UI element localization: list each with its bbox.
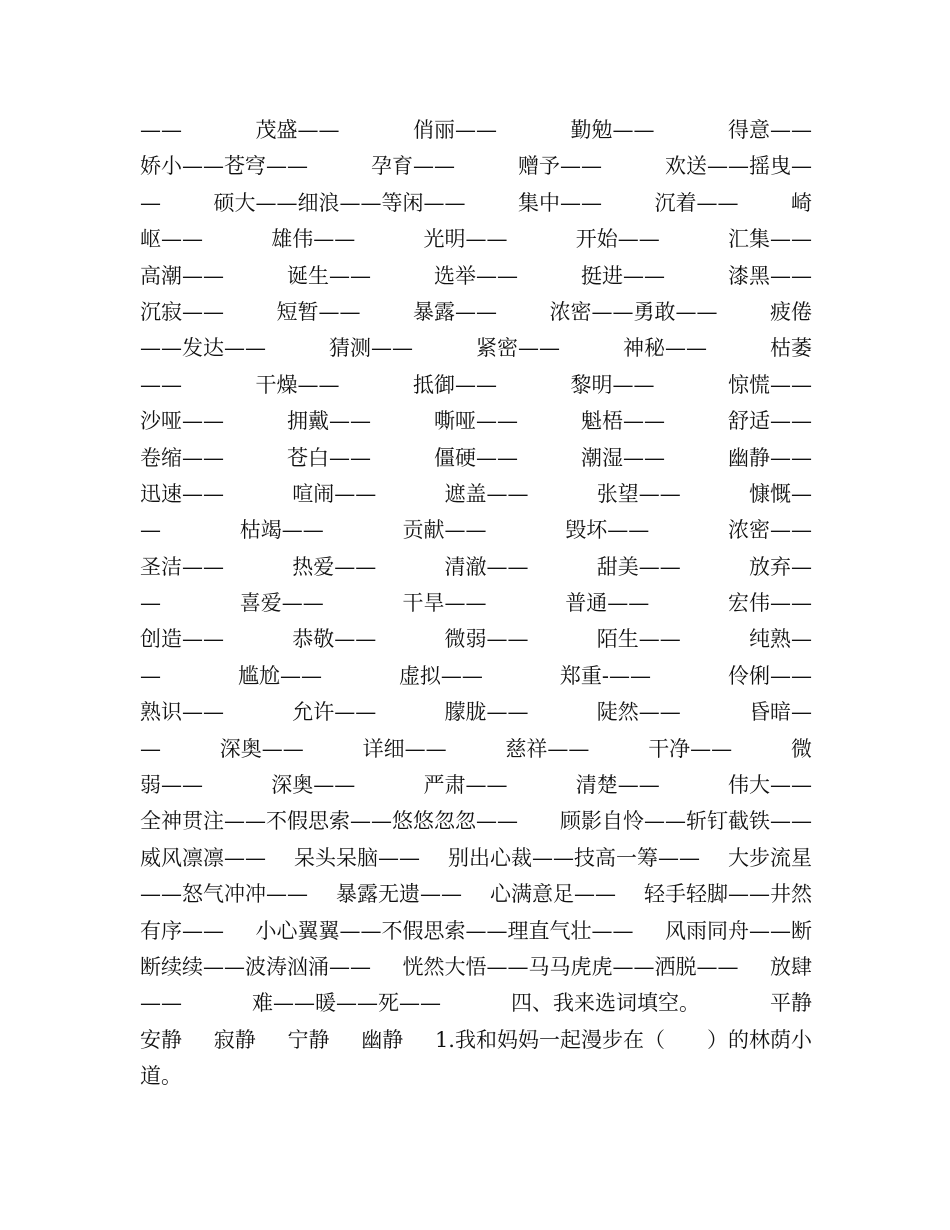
word-segment: 高潮—— bbox=[140, 263, 224, 288]
word-segment: 孕育—— bbox=[371, 154, 455, 179]
word-segment: 1.我和妈妈一起漫步在（ ）的林荫小 bbox=[434, 1027, 812, 1052]
text-line bbox=[140, 731, 812, 767]
word-segment: 苍白—— bbox=[287, 445, 371, 470]
word-segment: 微 bbox=[790, 736, 812, 761]
word-segment: 创造—— bbox=[140, 627, 224, 652]
text-line bbox=[140, 1058, 812, 1094]
word-segment: 陌生—— bbox=[596, 627, 681, 652]
word-segment: 顾影自怜——斩钉截铁—— bbox=[560, 809, 812, 834]
word-segment: — bbox=[140, 591, 161, 616]
word-segment: 允许—— bbox=[292, 700, 377, 725]
text-line bbox=[140, 913, 812, 949]
word-segment: 集中—— bbox=[518, 190, 602, 215]
word-segment: 断续续——波涛汹涌—— bbox=[140, 954, 371, 979]
text-line bbox=[140, 512, 812, 548]
text-line bbox=[140, 767, 812, 803]
word-segment: 暴露—— bbox=[413, 299, 497, 324]
word-segment: 宁静 bbox=[287, 1027, 330, 1052]
word-segment: 全神贯注——不假思索——悠悠忽忽—— bbox=[140, 809, 518, 834]
word-segment: 紧密—— bbox=[476, 336, 560, 361]
word-segment: 欢送——摇曳— bbox=[665, 154, 812, 179]
text-line bbox=[140, 294, 812, 330]
text-line bbox=[140, 658, 812, 694]
word-segment: 喧闹—— bbox=[292, 481, 377, 506]
word-segment: 放弃— bbox=[749, 554, 812, 579]
word-segment: 选举—— bbox=[434, 263, 518, 288]
text-line bbox=[140, 1022, 812, 1058]
word-segment: 伟大—— bbox=[728, 773, 812, 798]
word-segment: 昏暗— bbox=[749, 700, 812, 725]
text-line bbox=[140, 803, 812, 839]
text-line bbox=[140, 112, 812, 148]
word-segment: 遮盖—— bbox=[444, 481, 529, 506]
word-segment: 圣洁—— bbox=[140, 554, 224, 579]
word-segment: 四、我来选词填空。 bbox=[511, 991, 700, 1016]
word-segment: 硕大——细浪——等闲—— bbox=[213, 190, 466, 215]
word-segment: 郑重-—— bbox=[559, 663, 652, 688]
word-segment: 抵御—— bbox=[413, 372, 497, 397]
word-segment: 沉着—— bbox=[654, 190, 739, 215]
word-segment: 有序—— bbox=[140, 918, 224, 943]
word-segment: 崎 bbox=[791, 190, 812, 215]
word-segment: — bbox=[140, 190, 161, 215]
word-segment: 干旱—— bbox=[402, 591, 487, 616]
word-segment: 陡然—— bbox=[596, 700, 681, 725]
word-segment: 僵硬—— bbox=[434, 445, 518, 470]
word-segment: 惊慌—— bbox=[728, 372, 812, 397]
word-segment: 难——暖——死—— bbox=[252, 991, 441, 1016]
word-segment: 挺进—— bbox=[581, 263, 665, 288]
word-segment: 心满意足—— bbox=[490, 882, 616, 907]
word-segment: 小心翼翼——不假思索——理直气壮—— bbox=[255, 918, 634, 943]
word-segment: 风雨同舟——断 bbox=[665, 918, 812, 943]
word-segment: 贡献—— bbox=[402, 518, 487, 543]
word-segment: 恍然大悟——马马虎虎——洒脱—— bbox=[402, 954, 739, 979]
word-segment: 短暂—— bbox=[276, 299, 361, 324]
text-line bbox=[140, 367, 812, 403]
word-segment: 伶俐—— bbox=[727, 663, 812, 688]
word-segment: 张望—— bbox=[596, 481, 681, 506]
word-segment: 幽静—— bbox=[728, 445, 812, 470]
word-segment: 嘶哑—— bbox=[434, 409, 518, 434]
text-line bbox=[140, 840, 812, 876]
text-line bbox=[140, 585, 812, 621]
word-segment: 严肃—— bbox=[423, 773, 508, 798]
word-segment: 猜测—— bbox=[329, 336, 413, 361]
word-segment: 安静 bbox=[140, 1027, 182, 1052]
word-segment: 干净—— bbox=[648, 736, 733, 761]
word-segment: 俏丽—— bbox=[413, 118, 497, 142]
text-line bbox=[140, 440, 812, 476]
word-segment: 朦胧—— bbox=[444, 700, 529, 725]
text-line bbox=[140, 148, 812, 184]
word-segment: 普通—— bbox=[565, 591, 650, 616]
text-line bbox=[140, 549, 812, 585]
word-segment: 潮湿—— bbox=[581, 445, 665, 470]
word-segment: 别出心裁——技高一筹—— bbox=[448, 845, 700, 870]
word-segment: 呆头呆脑—— bbox=[294, 845, 420, 870]
body-text bbox=[140, 112, 812, 1095]
word-segment: 甜美—— bbox=[596, 554, 681, 579]
word-segment: 热爱—— bbox=[292, 554, 377, 579]
word-segment: 迅速—— bbox=[140, 481, 224, 506]
word-segment: — bbox=[140, 663, 161, 688]
word-segment: 干燥—— bbox=[255, 372, 340, 397]
word-segment: 汇集—— bbox=[728, 227, 812, 252]
word-segment: 放肆 bbox=[770, 954, 812, 979]
word-segment: 雄伟—— bbox=[271, 227, 356, 252]
word-segment: 轻手轻脚——井然 bbox=[644, 882, 812, 907]
word-segment: 枯萎 bbox=[770, 336, 812, 361]
word-segment: 得意—— bbox=[728, 118, 812, 142]
word-segment: 深奥—— bbox=[271, 773, 356, 798]
word-segment: 疲倦 bbox=[770, 299, 812, 324]
word-segment: 卷缩—— bbox=[140, 445, 224, 470]
text-line bbox=[140, 985, 812, 1021]
word-segment: 纯熟— bbox=[749, 627, 812, 652]
word-segment: — bbox=[140, 736, 161, 761]
text-line bbox=[140, 621, 812, 657]
word-segment: 恭敬—— bbox=[292, 627, 377, 652]
word-segment: 浓密——勇敢—— bbox=[549, 299, 718, 324]
word-segment: ——发达—— bbox=[140, 336, 266, 361]
text-line bbox=[140, 949, 812, 985]
word-segment: 深奥—— bbox=[219, 736, 304, 761]
word-segment: 宏伟—— bbox=[728, 591, 812, 616]
word-segment: 详细—— bbox=[362, 736, 447, 761]
word-segment: 赠予—— bbox=[518, 154, 602, 179]
word-segment: 娇小——苍穹—— bbox=[140, 154, 308, 179]
text-line bbox=[140, 694, 812, 730]
text-line bbox=[140, 876, 812, 912]
word-segment: 魁梧—— bbox=[581, 409, 665, 434]
word-segment: 神秘—— bbox=[623, 336, 707, 361]
word-segment: 幽静 bbox=[361, 1027, 404, 1052]
word-segment: 开始—— bbox=[575, 227, 660, 252]
word-segment: 暴露无遗—— bbox=[336, 882, 462, 907]
word-segment: 尴尬—— bbox=[237, 663, 322, 688]
word-segment: 拥戴—— bbox=[287, 409, 371, 434]
text-line bbox=[140, 258, 812, 294]
word-segment: 慷慨— bbox=[749, 481, 812, 506]
word-segment: 慈祥—— bbox=[505, 736, 590, 761]
word-segment: ——怒气冲冲—— bbox=[140, 882, 308, 907]
word-segment: 微弱—— bbox=[444, 627, 529, 652]
text-line bbox=[140, 476, 812, 512]
word-segment: 清楚—— bbox=[575, 773, 660, 798]
word-segment: 寂静 bbox=[213, 1027, 256, 1052]
word-segment: 诞生—— bbox=[287, 263, 371, 288]
word-segment: — bbox=[140, 518, 161, 543]
word-segment: 虚拟—— bbox=[398, 663, 483, 688]
word-segment: —— bbox=[140, 372, 182, 397]
text-line bbox=[140, 185, 812, 221]
word-segment: —— bbox=[140, 118, 182, 142]
text-line bbox=[140, 403, 812, 439]
word-segment: 光明—— bbox=[423, 227, 508, 252]
word-segment: 舒适—— bbox=[728, 409, 812, 434]
word-segment: 弱—— bbox=[140, 773, 203, 798]
word-segment: 熟识—— bbox=[140, 700, 224, 725]
word-segment: 道。 bbox=[140, 1064, 182, 1089]
text-line bbox=[140, 330, 812, 366]
text-line bbox=[140, 221, 812, 257]
word-segment: 黎明—— bbox=[570, 372, 655, 397]
word-segment: 沙哑—— bbox=[140, 409, 224, 434]
word-segment: —— bbox=[140, 991, 182, 1016]
word-segment: 平静 bbox=[770, 991, 812, 1016]
word-segment: 大步流星 bbox=[728, 845, 812, 870]
word-segment: 浓密—— bbox=[728, 518, 812, 543]
word-segment: 漆黑—— bbox=[728, 263, 812, 288]
word-segment: 枯竭—— bbox=[239, 518, 324, 543]
word-segment: 沉寂—— bbox=[140, 299, 224, 324]
word-segment: 勤勉—— bbox=[570, 118, 655, 142]
word-segment: 茂盛—— bbox=[255, 118, 340, 142]
word-segment: 毁坏—— bbox=[565, 518, 650, 543]
word-segment: 喜爱—— bbox=[239, 591, 324, 616]
word-segment: 威风凛凛—— bbox=[140, 845, 266, 870]
word-segment: 清澈—— bbox=[444, 554, 529, 579]
word-segment: 岖—— bbox=[140, 227, 203, 252]
